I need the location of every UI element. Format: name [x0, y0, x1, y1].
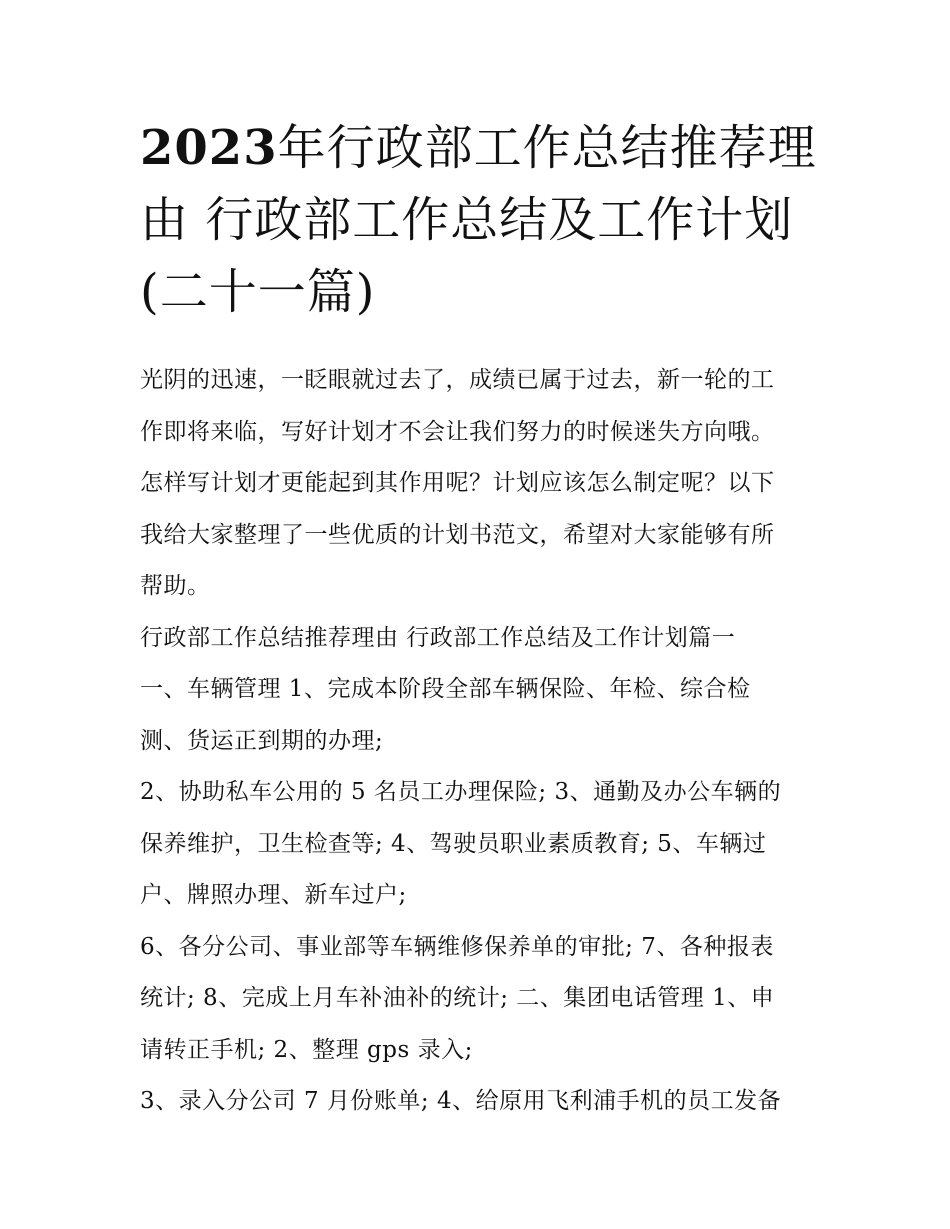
- title-text: 年行政部工作总结推荐理: [277, 120, 817, 176]
- title-year: 2023: [140, 120, 278, 176]
- text-line: 统计; 8、完成上月车补油补的统计; 二、集团电话管理 1、申: [140, 985, 775, 1011]
- text-line: 户、牌照办理、新车过户;: [140, 882, 407, 908]
- document-title: [140, 112, 820, 328]
- document-body: [140, 355, 820, 1128]
- text-line: 帮助。: [140, 573, 211, 599]
- text-line: 我给大家整理了一些优质的计划书范文，希望对大家能够有所: [140, 521, 775, 548]
- paragraph: [140, 767, 820, 922]
- title-line: (二十一篇): [140, 264, 376, 320]
- text-line: 3、录入分公司 7 月份账单; 4、给原用飞利浦手机的员工发备: [140, 1088, 782, 1114]
- section-heading: [140, 613, 820, 665]
- intro-paragraph: [140, 355, 820, 613]
- title-line: [140, 112, 820, 184]
- paragraph: [140, 1076, 820, 1128]
- paragraph: [140, 922, 820, 1077]
- text-line: 请转正手机; 2、整理 gps 录入;: [140, 1036, 473, 1063]
- text-line: 行政部工作总结推荐理由 行政部工作总结及工作计划篇一: [140, 624, 736, 651]
- text-line: 保养维护，卫生检查等; 4、驾驶员职业素质教育; 5、车辆过: [140, 830, 767, 857]
- title-line: 由 行政部工作总结及工作计划: [140, 192, 794, 248]
- text-line: 一、车辆管理 1、完成本阶段全部车辆保险、年检、综合检: [140, 676, 751, 702]
- text-line: 光阴的迅速，一眨眼就过去了，成绩已属于过去，新一轮的工: [140, 367, 775, 393]
- paragraph: [140, 664, 820, 767]
- text-line: 怎样写计划才更能起到其作用呢？计划应该怎么制定呢？以下: [140, 470, 775, 496]
- text-line: 作即将来临，写好计划才不会让我们努力的时候迷失方向哦。: [140, 418, 775, 445]
- text-line: 测、货运正到期的办理;: [140, 727, 384, 754]
- text-line: 6、各分公司、事业部等车辆维修保养单的审批; 7、各种报表: [140, 933, 774, 960]
- text-line: 2、协助私车公用的 5 名员工办理保险; 3、通勤及办公车辆的: [140, 779, 782, 805]
